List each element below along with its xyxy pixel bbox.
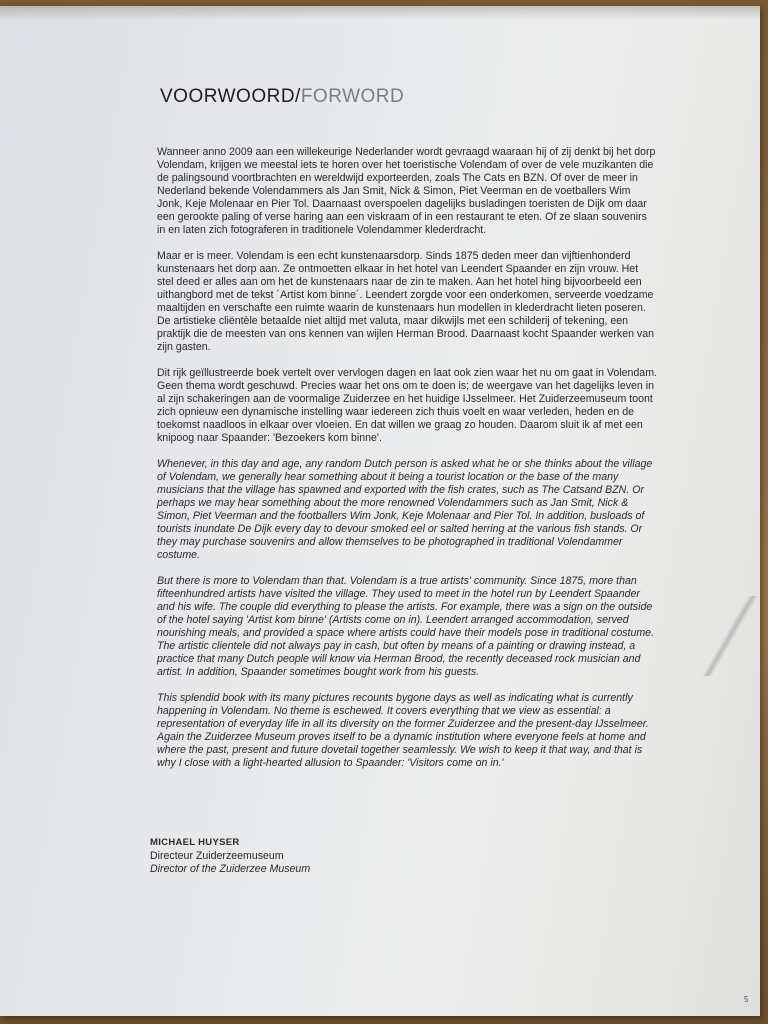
- heading-english: FORWORD: [300, 86, 405, 107]
- heading-dutch: VOORWOORD: [160, 86, 296, 107]
- heading-separator: /: [295, 86, 301, 107]
- page-shadow: [0, 6, 760, 20]
- paragraph-nl-1: Wanneer anno 2009 aan een willekeurige Nederlander wordt gevraagd waaraan hij of zij denkt bij het dorp Volendam, krijgen we meestal iets te horen over het toeristische Volendam of over de vele muzikanten die de palingsound voortbrachten en wereldwijd exporteerden, zoals The Cats en BZN. Of over de meer in Nederland bekende Volendammers als Jan Smit, Nick & Simon, Piet Veerman en de voetballers Wim Jonk, Keje Molenaar en Pier Tol. Daarnaast overspoelen dagelijks busladingen toeristen de Dijk om daar een gerookte paling of verse haring aan een viskraam of in een restaurant te eten. Of ze slaan souvenirs in en laten zich fotograferen in traditionele Volendammer klederdracht.: [157, 146, 656, 236]
- paragraph-nl-2: Maar er is meer. Volendam is een echt kunstenaarsdorp. Sinds 1875 deden meer dan vijftienhonderd kunstenaars het dorp aan. Ze ontmoetten elkaar in het hotel van Leendert Spaander en zijn vrouw. Het stel deed er alles aan om het de kunstenaars naar de zin te maken. Aan het hotel hing bijvoorbeeld een uithangbord met de tekst ´Artist kom binne´. Leendert zorgde voor een onderkomen, serveerde voedzame maaltijden en verschafte een ruimte waarin de kunstenaars hun modellen in klederdracht lieten poseren. De artistieke cliëntèle betaalde niet altijd met valuta, maar dikwijls met een schilderij of tekening, een praktijk die de meesten van ons kennen van wijlen Herman Brood. Daarnaast kocht Spaander werken van zijn gasten.: [157, 250, 655, 353]
- signature-block: [150, 836, 310, 877]
- paper-crease: [700, 596, 760, 676]
- paragraph-nl-3: Dit rijk geïllustreerde boek vertelt over vervlogen dagen en laat ook zien waar het nu om gaat in Volendam. Geen thema wordt geschuwd. Precies waar het ons om te doen is; de weergave van het dagelijks leven in al zijn schakeringen aan de voormalige Zuiderzee en het huidige IJsselmeer. Het Zuiderzeemuseum toont zich opnieuw een dynamische instelling waar iedereen zich thuis voelt en waar verleden, heden en de toekomst naadloos in elkaar over vloeien. En dat willen we graag zo houden. Daarom sluit ik af met een knipoog naar Spaander: 'Bezoekers kom binne'.: [157, 367, 657, 444]
- paragraph-en-3: This splendid book with its many pictures recounts bygone days as well as indicating what is currently happening in Volendam. No theme is eschewed. It covers everything that we view as essential: a representation of everyday life in all its diversity on the former Zuiderzee and the present-day IJsselmeer. Again the Zuiderzee Museum proves itself to be a dynamic institution where everyone feels at home and where the past, present and future dovetail together seamlessly. We wish to keep it that way, and that is why I close with a light-hearted allusion to Spaander: 'Visitors come on in.': [157, 692, 649, 769]
- paragraph-en-1: Whenever, in this day and age, any random Dutch person is asked what he or she thinks about the village of Volendam, we generally hear something about it being a tourist location or the base of the many musicians that the village has spawned and exported with the fish crates, such as The Catsand BZN. Or perhaps we may hear something about the more renowned Volendammers such as Jan Smit, Nick & Simon, Piet Veerman and the footballers Wim Jonk, Keje Molenaar and Pier Tol. In addition, busloads of tourists inundate De Dijk every day to devour smoked eel or salted herring at the various fish stands. Or they may purchase souvenirs and allow themselves to be photographed in traditional Volendammer costume.: [157, 458, 653, 561]
- paragraph-en-2: But there is more to Volendam than that. Volendam is a true artists' community. Since 1875, more than fifteenhundred artists have visited the village. They used to meet in the hotel run by Leendert Spaander and his wife. The couple did everything to please the artists. For example, there was a sign on the outside of the hotel saying 'Artist kom binne' (Artists come on in). Leendert arranged accommodation, served nourishing meals, and provided a space where artists could have their models pose in traditional costume. The artistic clientele did not always pay in cash, but often by means of a painting or drawing instead, a practice that many Dutch people will know via Herman Brood, the recently deceased rock musician and artist. In addition, Spaander sometimes bought work from his guests.: [157, 575, 655, 678]
- page-heading: [160, 86, 404, 108]
- signatory-name: MICHAEL HUYSER: [150, 837, 240, 848]
- body-text: [157, 146, 657, 783]
- signatory-role-dutch: Directeur Zuiderzeemuseum: [150, 849, 284, 862]
- page-number: 5: [744, 995, 749, 1004]
- book-page: [0, 6, 760, 1016]
- signatory-role-english: Director of the Zuiderzee Museum: [150, 863, 311, 875]
